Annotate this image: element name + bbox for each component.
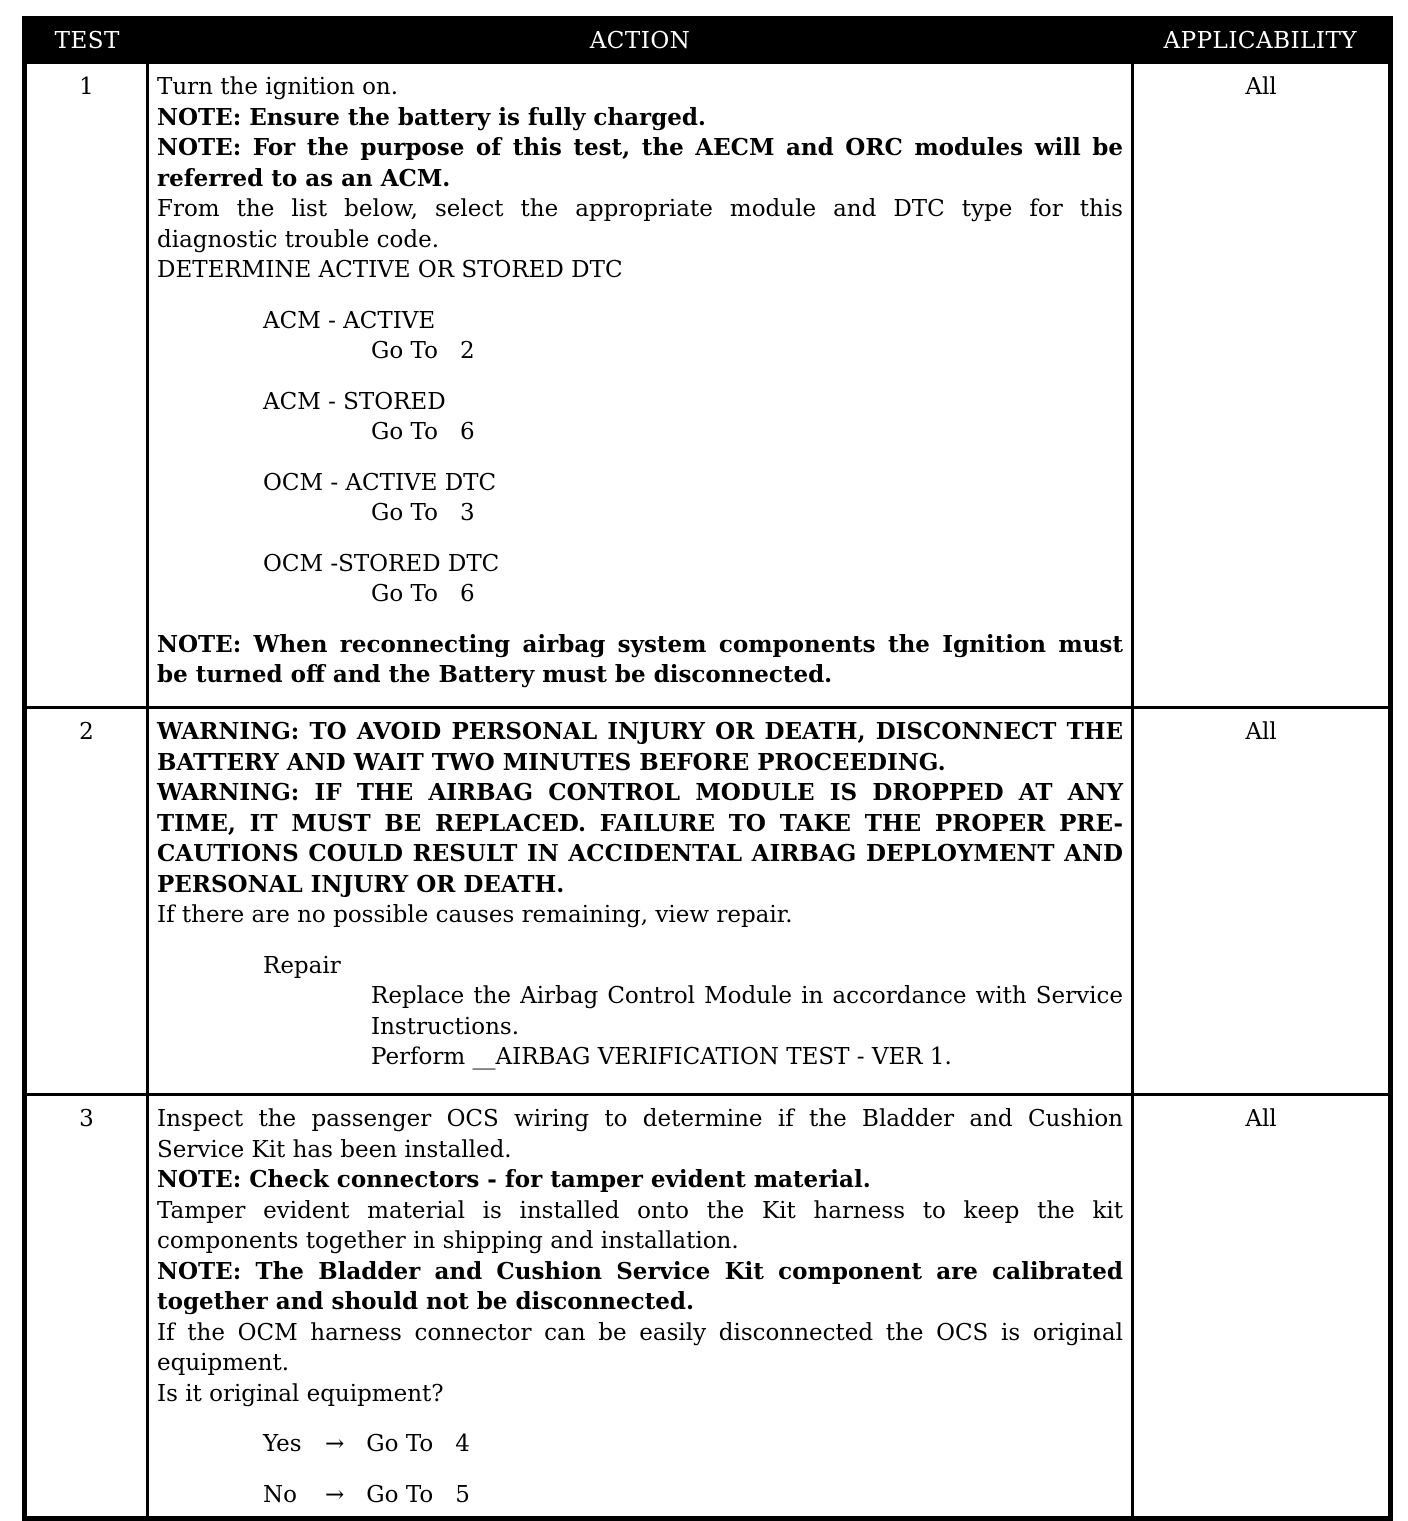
repair-instruction: Perform __AIRBAG VERIFICATION TEST - VER 1. — [371, 1044, 952, 1070]
repair-instruction: Replace the Airbag Control Module in accordance with Service Instructions. — [371, 983, 1123, 1040]
goto-link[interactable]: Go To 6 — [371, 581, 475, 607]
answer-no[interactable]: No → Go To 5 — [263, 1481, 470, 1508]
instruction-text: Tamper evident material is installed onto the Kit harness to keep the kit components together in shipping and installation. — [157, 1197, 1123, 1254]
option-label: ACM - STORED — [263, 388, 446, 415]
repair-label: Repair — [263, 952, 341, 979]
instruction-text: Turn the ignition on. — [157, 74, 399, 100]
test-row-1 — [25, 63, 1391, 708]
goto-link[interactable]: Go To 6 — [371, 419, 475, 445]
test-number: 3 — [25, 1095, 148, 1519]
option-label: ACM - ACTIVE — [263, 307, 436, 334]
instruction-text: From the list below, select the appropriate module and DTC type for this diagnostic trouble code. — [157, 196, 1123, 253]
option-label: OCM -STORED DTC — [263, 550, 500, 577]
instruction-text: Inspect the passenger OCS wiring to determine if the Bladder and Cushion Service Kit has been installed. — [157, 1106, 1123, 1163]
action-cell — [148, 1095, 1133, 1519]
action-cell — [148, 63, 1133, 708]
warning-text: WARNING: TO AVOID PERSONAL INJURY OR DEATH, DISCONNECT THE BATTERY AND WAIT TWO MINUTES BEFORE PROCEEDING. — [157, 718, 1123, 776]
header-action: ACTION — [148, 19, 1133, 63]
note-text: NOTE: Ensure the battery is fully charged. — [157, 103, 706, 131]
applicability-value: All — [1133, 63, 1391, 708]
applicability-value: All — [1133, 1095, 1391, 1519]
test-number: 1 — [25, 63, 148, 708]
test-row-3 — [25, 1095, 1391, 1519]
header-test: TEST — [25, 19, 148, 63]
applicability-value: All — [1133, 708, 1391, 1095]
action-cell — [148, 708, 1133, 1095]
instruction-text: If the OCM harness connector can be easily disconnected the OCS is original equipment. — [157, 1319, 1123, 1376]
header-row — [25, 19, 1391, 63]
question-text: Is it original equipment? — [157, 1380, 444, 1407]
note-text: NOTE: When reconnecting airbag system components the Ignition must be turned off and the Battery must be disconnected. — [157, 630, 1123, 688]
diagnostic-table — [22, 16, 1393, 1521]
test-number: 2 — [25, 708, 148, 1095]
option-label: OCM - ACTIVE DTC — [263, 469, 497, 496]
arrow-right-icon: → — [325, 1481, 345, 1508]
answer-yes[interactable]: Yes → Go To 4 — [263, 1431, 470, 1457]
test-row-2 — [25, 708, 1391, 1095]
note-text: NOTE: Check connectors - for tamper evident material. — [157, 1166, 871, 1193]
arrow-right-icon: → — [325, 1431, 345, 1457]
goto-link[interactable]: Go To 3 — [371, 500, 475, 526]
note-text: NOTE: For the purpose of this test, the AECM and ORC modules will be referred to as an ACM. — [157, 134, 1123, 192]
note-text: NOTE: The Bladder and Cushion Service Kit component are calibrated together and should not be disconnected. — [157, 1257, 1123, 1315]
goto-link[interactable]: Go To 2 — [371, 338, 475, 364]
header-applicability: APPLICABILITY — [1133, 19, 1391, 63]
instruction-text: DETERMINE ACTIVE OR STORED DTC — [157, 257, 623, 283]
warning-text: WARNING: IF THE AIRBAG CONTROL MODULE IS DROPPED AT ANY TIME, IT MUST BE REPLACED. FAILURE TO TAKE THE PROPER PRE-CAUTIONS COULD RESULT IN ACCIDENTAL AIRBAG DEPLOYMENT AND PERSONAL INJURY OR DEATH. — [157, 779, 1123, 898]
instruction-text: If there are no possible causes remaining, view repair. — [157, 902, 793, 928]
